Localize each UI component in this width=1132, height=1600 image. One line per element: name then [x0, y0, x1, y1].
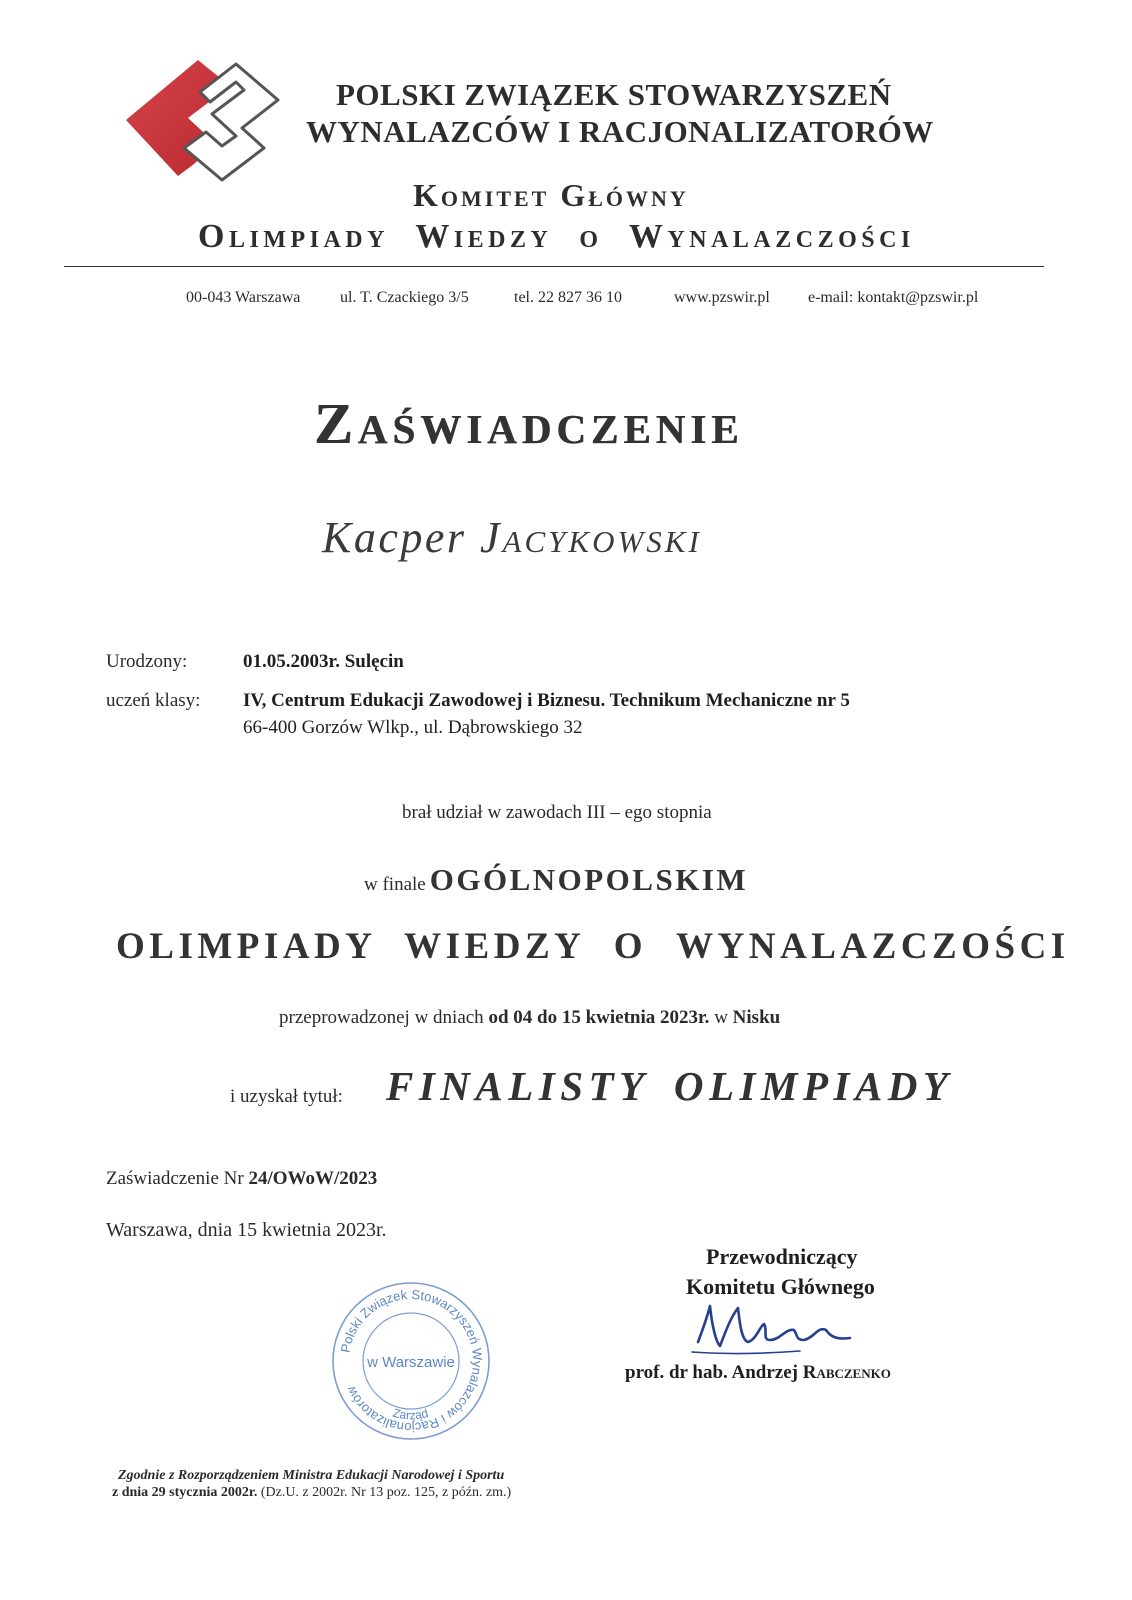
legal-basis-line2	[112, 1485, 511, 1501]
stamp-ring-text: Polski Związek Stowarzyszeń Wynalazców i Racjonalizatorów	[337, 1286, 486, 1436]
held-place: Nisku	[732, 1007, 781, 1028]
final-line	[364, 862, 748, 898]
held-in: w	[714, 1007, 728, 1028]
contact-website: www.pzswir.pl	[674, 289, 770, 306]
awarded-title: FINALISTY OLIMPIADY	[386, 1063, 954, 1109]
contact-street: ul. T. Czackiego 3/5	[340, 289, 469, 306]
official-stamp	[330, 1280, 492, 1442]
born-value: 01.05.2003r. Sulęcin	[243, 651, 404, 672]
contact-city: 00-043 Warszawa	[186, 289, 301, 306]
org-name-line2: WYNALAZCÓW I RACJONALIZATORÓW	[306, 114, 934, 149]
recipient-name	[322, 512, 702, 563]
participation-text: brał udział w zawodach III – ego stopnia	[402, 802, 712, 823]
olympiad-name: OLIMPIADY WIEDZY O WYNALAZCZOŚCI	[116, 926, 1070, 967]
held-dates: od 04 do 15 kwietnia 2023r.	[488, 1007, 710, 1028]
legal-basis-reference: (Dz.U. z 2002r. Nr 13 poz. 125, z późn. zm.)	[257, 1485, 512, 1500]
legal-basis-line1: Zgodnie z Rozporządzeniem Ministra Edukacji Narodowej i Sportu	[118, 1468, 505, 1483]
class-label: uczeń klasy:	[106, 690, 201, 711]
final-prefix: w finale	[364, 874, 426, 895]
held-line	[279, 1007, 780, 1029]
certificate-number: 24/OWoW/2023	[248, 1168, 378, 1189]
signatory-role-2: Komitetu Głównego	[686, 1274, 875, 1299]
committee-heading: Komitet Główny	[413, 177, 689, 213]
signatory-role-1: Przewodniczący	[706, 1244, 858, 1269]
final-word: OGÓLNOPOLSKIM	[429, 862, 749, 897]
certificate-number-label: Zaświadczenie Nr	[106, 1168, 244, 1189]
issue-date: Warszawa, dnia 15 kwietnia 2023r.	[106, 1219, 387, 1241]
certificate-number-line	[106, 1168, 377, 1190]
contact-email: e-mail: kontakt@pzswir.pl	[808, 289, 979, 306]
class-value: IV, Centrum Edukacji Zawodowej i Biznesu. Technikum Mechaniczne nr 5	[243, 690, 850, 711]
stamp-bottom-text: Zarząd	[391, 1405, 430, 1423]
header-divider	[64, 266, 1044, 267]
signatory-name-prefix: prof. dr hab. Andrzej	[625, 1362, 798, 1383]
title-prefix: i uzyskał tytuł:	[230, 1086, 343, 1107]
organization-logo-icon	[118, 52, 288, 187]
signatory-name	[625, 1362, 891, 1384]
recipient-first-name: Kacper	[322, 513, 467, 562]
legal-basis-date: z dnia 29 stycznia 2002r.	[112, 1485, 258, 1500]
handwritten-signature	[690, 1296, 880, 1366]
born-label: Urodzony:	[106, 651, 188, 672]
school-address: 66-400 Gorzów Wlkp., ul. Dąbrowskiego 32	[243, 717, 583, 738]
stamp-center-text: w Warszawie	[367, 1354, 455, 1371]
org-name-line1: POLSKI ZWIĄZEK STOWARZYSZEŃ	[336, 77, 892, 112]
recipient-last-name: Jacykowski	[480, 513, 702, 562]
contact-phone: tel. 22 827 36 10	[514, 289, 622, 306]
document-title: Zaświadczenie	[314, 391, 744, 456]
olympiad-heading: Olimpiady Wiedzy o Wynalazczości	[198, 218, 915, 255]
signatory-last-name: Rabczenko	[802, 1362, 891, 1383]
held-prefix: przeprowadzonej w dniach	[279, 1007, 484, 1028]
